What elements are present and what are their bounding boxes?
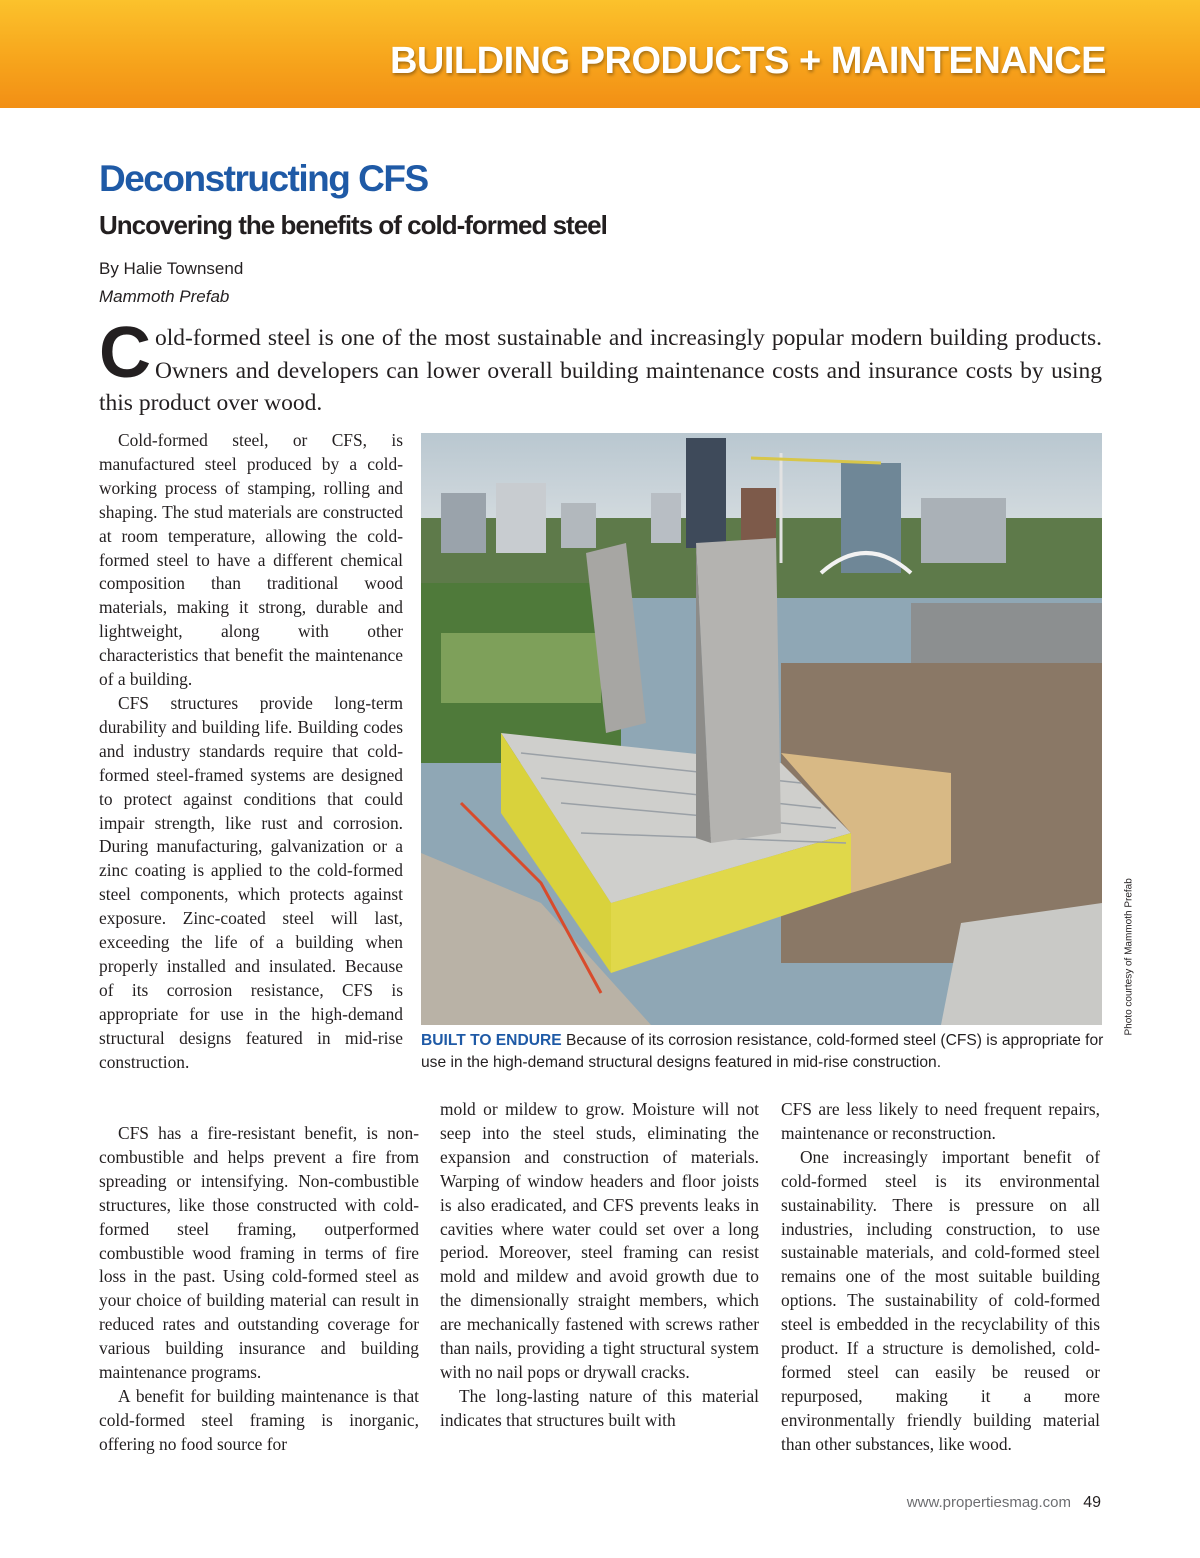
- body-paragraph: One increasingly important benefit of cold-formed steel is its environmental sustainability. There is pressure on all industries, including construction, to use sustainable materials, and cold-formed steel remains one of the most suitable building options. The sustainability of cold-formed steel is embedded in the recyclability of this product. If a structure is demolished, cold-formed steel can easily be reused or repurposed, making it a more environmentally friendly building material than other substances, like wood.: [781, 1146, 1100, 1454]
- body-paragraph: A benefit for building maintenance is that cold-formed steel framing is inorganic, offering no food source for: [99, 1385, 419, 1454]
- body-paragraph: CFS has a fire-resistant benefit, is non-combustible and helps prevent a fire from spreading or intensifying. Non-combustible structures, like those constructed with cold-formed steel framing, outperformed combustible wood framing in terms of fire loss in the past. Using cold-formed steel as your choice of building material can result in reduced rates and outstanding coverage for various building insurance and building maintenance programs.: [99, 1123, 419, 1383]
- article-title: Deconstructing CFS: [99, 158, 428, 199]
- body-paragraph: mold or mildew to grow. Moisture will not seep into the steel studs, eliminating the expansion and construction of materials. Warping of window headers and floor joists is also eradicated, and CFS prevents leaks in cavities where water could set over a long period. Moreover, steel framing can resist mold and mildew and avoid growth due to the dimensionally straight members, which are mechanically fastened with screws rather than nails, providing a tight structural system with no nail pops or drywall cracks.: [440, 1099, 759, 1382]
- author-affiliation: Mammoth Prefab: [99, 287, 230, 306]
- intro-paragraph: [99, 313, 1102, 420]
- body-paragraph: Cold-formed steel, or CFS, is manufactured steel produced by a cold-working process of stamping, rolling and shaping. The stud materials are constructed at room temperature, allowing the cold-formed steel to have a different chemical composition than traditional wood materials, making it strong, durable and lightweight, along with other characteristics that benefit the maintenance of a building.: [99, 430, 403, 690]
- column-2: [440, 1098, 759, 1433]
- construction-site-photo: [421, 433, 1102, 1025]
- drop-cap: C: [99, 313, 151, 393]
- page-footer: [907, 1494, 1101, 1512]
- photo-credit: Photo courtesy of Mammoth Prefab: [1123, 878, 1135, 1036]
- column-1-top: [99, 429, 403, 1074]
- body-paragraph: CFS structures provide long-term durability and building life. Building codes and industry standards require that cold-formed steel-framed systems are designed to protect against conditions that could impair strength, like rust and corrosion. During manufacturing, galvanization or a zinc coating is applied to the cold-formed steel components, which protects against exposure. Zinc-coated steel will last, exceeding the life of a building when properly installed and insulated. Because of its corrosion resistance, CFS is appropriate for use in the high-demand structural designs featured in mid-rise construction.: [99, 692, 403, 1072]
- photo-caption: [421, 1030, 1104, 1074]
- body-paragraph: CFS are less likely to need frequent repairs, maintenance or reconstruction.: [781, 1099, 1100, 1143]
- footer-url[interactable]: www.propertiesmag.com: [906, 1494, 1072, 1511]
- intro-text: old-formed steel is one of the most sustainable and increasingly popular modern building products. Owners and developers can lower overall building maintenance costs and insurance costs by using this product over wood.: [99, 325, 1102, 416]
- article-subtitle: Uncovering the benefits of cold-formed steel: [99, 210, 607, 240]
- body-paragraph: The long-lasting nature of this material indicates that structures built with: [440, 1385, 759, 1430]
- column-1-bottom: [99, 1122, 419, 1457]
- section-banner: [0, 0, 1200, 108]
- caption-text: Because of its corrosion resistance, cold-formed steel (CFS) is appropriate for use in the high-demand structural designs featured in mid-rise construction.: [421, 1032, 1104, 1071]
- caption-lead: BUILT TO ENDURE: [421, 1032, 562, 1049]
- section-title: BUILDING PRODUCTS + MAINTENANCE: [389, 40, 1106, 82]
- column-3: [781, 1098, 1100, 1457]
- page-number: 49: [1083, 1494, 1101, 1511]
- byline: By Halie Townsend: [99, 259, 244, 278]
